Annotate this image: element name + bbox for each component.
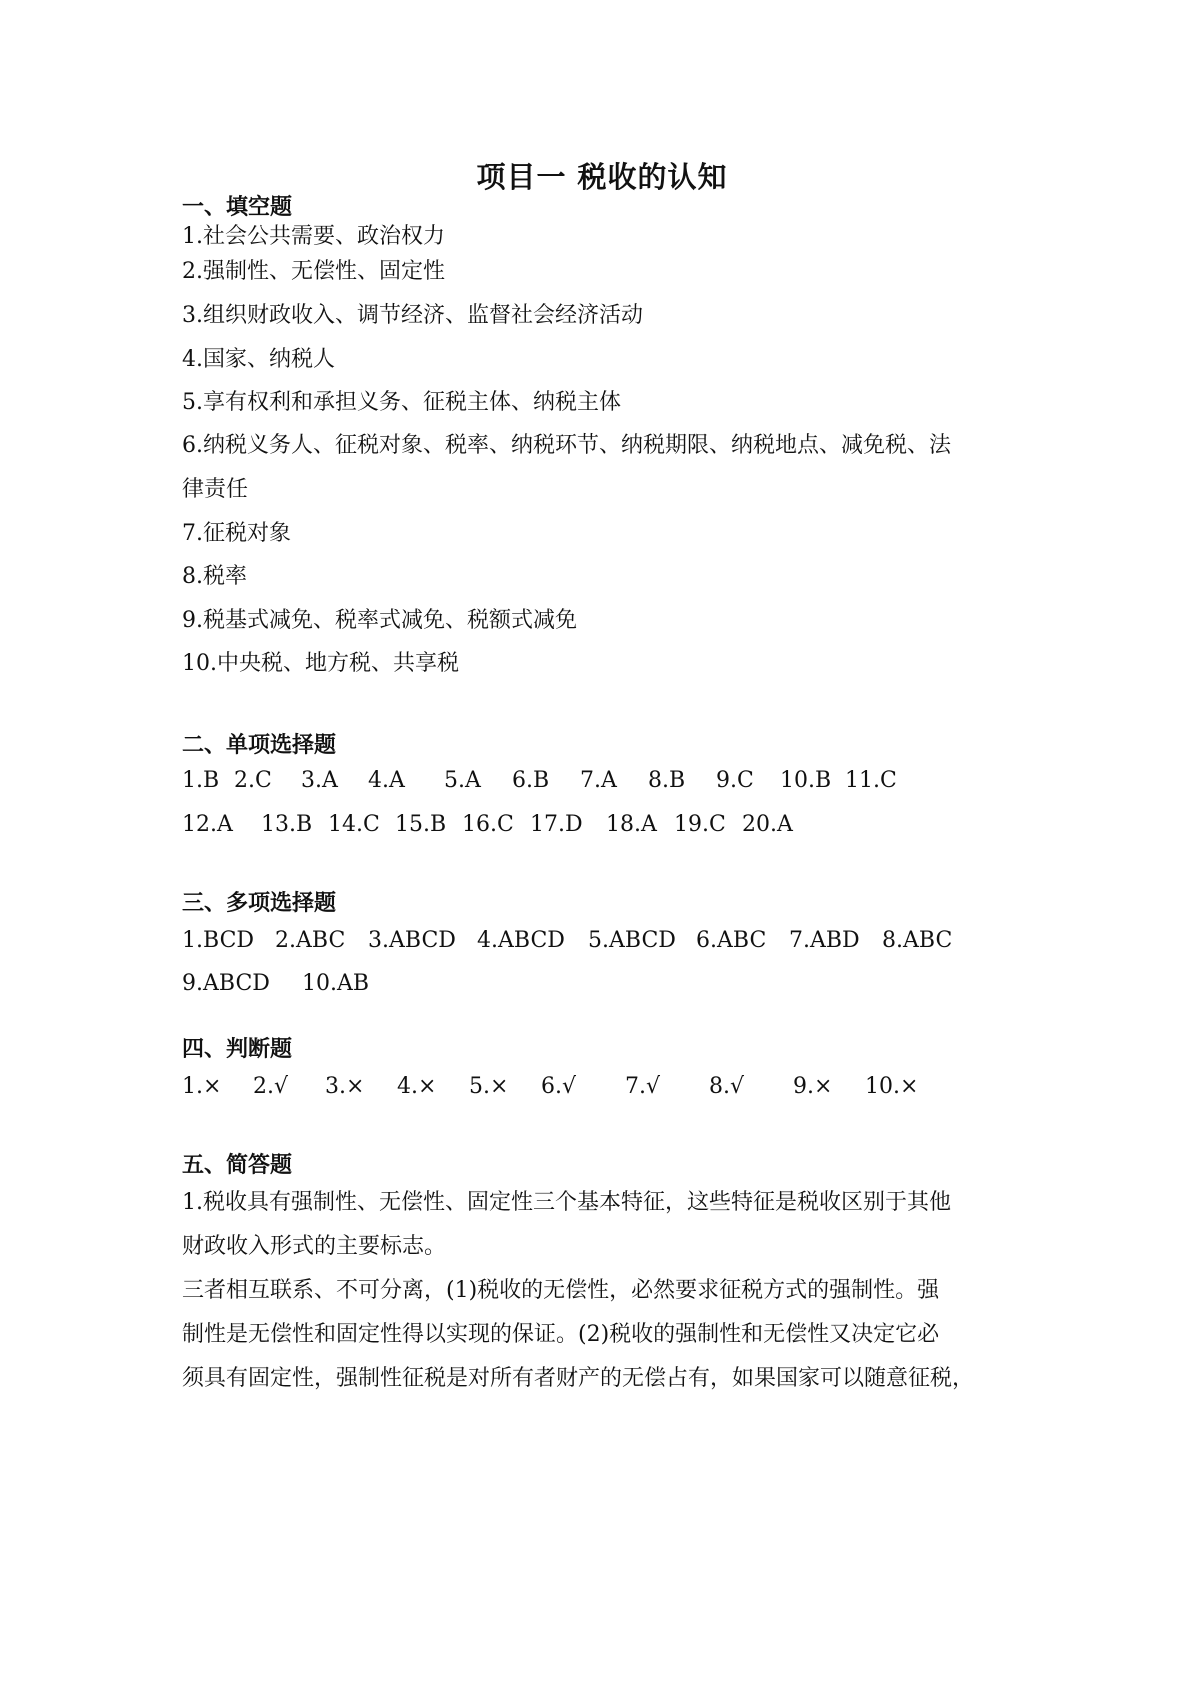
single-choice-answer: 7.A bbox=[580, 768, 617, 793]
section-heading-single-choice: 二、单项选择题 bbox=[182, 733, 337, 758]
fill-blank-item-8: 8.税率 bbox=[182, 564, 247, 589]
single-choice-answer: 3.A bbox=[301, 768, 338, 793]
single-choice-answer: 15.B bbox=[395, 812, 447, 837]
single-choice-answer: 5.A bbox=[444, 768, 481, 793]
short-answer-line: 三者相互联系、不可分离，(1)税收的无偿性，必然要求征税方式的强制性。强 bbox=[182, 1278, 940, 1303]
multi-choice-answer: 8.ABC bbox=[882, 928, 953, 953]
fill-blank-item-4: 4.国家、纳税人 bbox=[182, 347, 335, 372]
document-page bbox=[182, 0, 1022, 1684]
true-false-answer: 5.× bbox=[469, 1074, 509, 1099]
true-false-answer: 3.× bbox=[325, 1074, 365, 1099]
multi-choice-answer: 9.ABCD bbox=[182, 971, 270, 996]
single-choice-answer: 11.C bbox=[845, 768, 897, 793]
fill-blank-item-1: 1.社会公共需要、政治权力 bbox=[182, 224, 445, 249]
single-choice-answer: 1.B bbox=[182, 768, 220, 793]
fill-blank-item-6: 6.纳税义务人、征税对象、税率、纳税环节、纳税期限、纳税地点、减免税、法 bbox=[182, 433, 951, 458]
true-false-answer: 9.× bbox=[793, 1074, 833, 1099]
multi-choice-answer: 7.ABD bbox=[789, 928, 860, 953]
true-false-answer: 10.× bbox=[865, 1074, 919, 1099]
fill-blank-item-9: 9.税基式减免、税率式减免、税额式减免 bbox=[182, 608, 577, 633]
single-choice-answer: 14.C bbox=[328, 812, 380, 837]
true-false-answer: 8.√ bbox=[709, 1074, 745, 1099]
fill-blank-item-6-cont: 律责任 bbox=[182, 477, 249, 502]
multi-choice-answer: 10.AB bbox=[302, 971, 370, 996]
single-choice-answer: 20.A bbox=[742, 812, 793, 837]
short-answer-line: 1.税收具有强制性、无偿性、固定性三个基本特征，这些特征是税收区别于其他 bbox=[182, 1190, 951, 1215]
single-choice-answer: 10.B bbox=[780, 768, 832, 793]
short-answer-line: 制性是无偿性和固定性得以实现的保证。(2)税收的强制性和无偿性又决定它必 bbox=[182, 1322, 940, 1347]
section-heading-short-answer: 五、简答题 bbox=[182, 1153, 293, 1178]
section-heading-multi-choice: 三、多项选择题 bbox=[182, 891, 337, 916]
multi-choice-answer: 6.ABC bbox=[696, 928, 767, 953]
single-choice-answer: 9.C bbox=[716, 768, 754, 793]
true-false-answer: 7.√ bbox=[625, 1074, 661, 1099]
true-false-answer: 6.√ bbox=[541, 1074, 577, 1099]
single-choice-answer: 17.D bbox=[530, 812, 583, 837]
true-false-answer: 2.√ bbox=[253, 1074, 289, 1099]
single-choice-answer: 12.A bbox=[182, 812, 233, 837]
multi-choice-answer: 1.BCD bbox=[182, 928, 255, 953]
true-false-answer: 4.× bbox=[397, 1074, 437, 1099]
single-choice-answer: 4.A bbox=[368, 768, 405, 793]
multi-choice-answer: 4.ABCD bbox=[477, 928, 565, 953]
fill-blank-item-3: 3.组织财政收入、调节经济、监督社会经济活动 bbox=[182, 303, 643, 328]
short-answer-line: 须具有固定性，强制性征税是对所有者财产的无偿占有，如果国家可以随意征税， bbox=[182, 1366, 975, 1391]
fill-blank-item-7: 7.征税对象 bbox=[182, 521, 291, 546]
multi-choice-answer: 2.ABC bbox=[275, 928, 346, 953]
single-choice-answer: 18.A bbox=[606, 812, 657, 837]
fill-blank-item-5: 5.享有权利和承担义务、征税主体、纳税主体 bbox=[182, 390, 621, 415]
short-answer-line: 财政收入形式的主要标志。 bbox=[182, 1234, 447, 1259]
section-heading-true-false: 四、判断题 bbox=[182, 1037, 293, 1062]
single-choice-answer: 2.C bbox=[234, 768, 272, 793]
page-title: 项目一 税收的认知 bbox=[476, 160, 728, 194]
single-choice-answer: 19.C bbox=[674, 812, 726, 837]
multi-choice-answer: 5.ABCD bbox=[588, 928, 676, 953]
fill-blank-item-2: 2.强制性、无偿性、固定性 bbox=[182, 259, 445, 284]
section-heading-fill-blank: 一、填空题 bbox=[182, 195, 293, 220]
true-false-answer: 1.× bbox=[182, 1074, 222, 1099]
single-choice-answer: 13.B bbox=[261, 812, 313, 837]
multi-choice-answer: 3.ABCD bbox=[368, 928, 456, 953]
fill-blank-item-10: 10.中央税、地方税、共享税 bbox=[182, 651, 459, 676]
single-choice-answer: 16.C bbox=[462, 812, 514, 837]
single-choice-answer: 8.B bbox=[648, 768, 686, 793]
single-choice-answer: 6.B bbox=[512, 768, 550, 793]
